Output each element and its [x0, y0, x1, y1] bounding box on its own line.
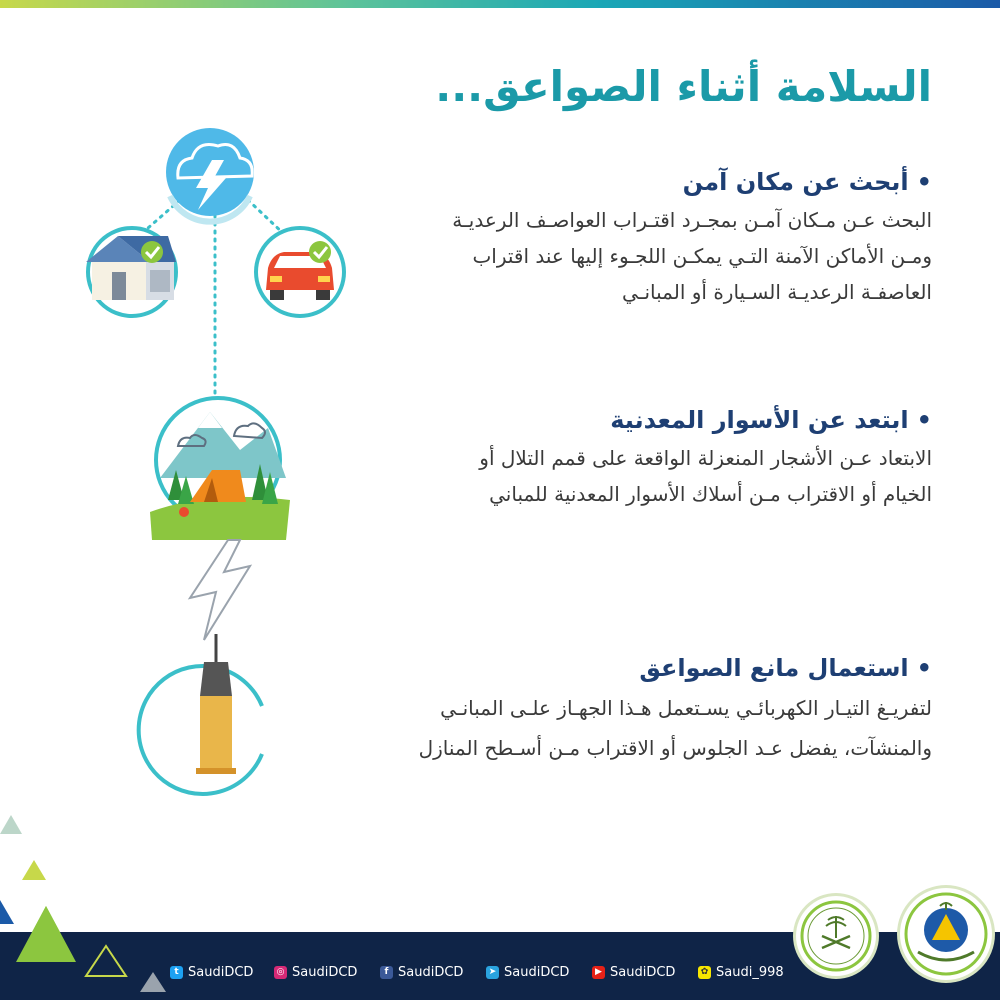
camping-tent-icon	[150, 398, 290, 540]
twitter-icon: t	[170, 966, 183, 979]
section-heading	[452, 162, 932, 202]
section-line: الخيام أو الاقتراب مـن أسلاك الأسوار المعدنية للمباني	[489, 482, 932, 506]
section-line: العاصفـة الرعديـة السـيارة أو المبانـي	[621, 280, 932, 304]
bullet: •	[916, 406, 932, 434]
car-icon	[256, 228, 344, 316]
social-twitter[interactable]	[170, 962, 253, 982]
section-lightning-rod	[419, 648, 932, 768]
section-line: لتفريـغ التيـار الكهربائـي يسـتعمل هـذا الجهـاز علـى المبانـي	[440, 696, 932, 720]
social-telegram[interactable]	[486, 962, 569, 982]
social-youtube[interactable]	[592, 962, 675, 982]
instagram-icon: ◎	[274, 966, 287, 979]
palm-swords-icon	[796, 896, 876, 976]
snapchat-icon: ✿	[698, 966, 711, 979]
heading-text: ابتعد عن الأسوار المعدنية	[610, 406, 909, 434]
illustrations	[0, 0, 420, 1000]
section-metal-fences	[479, 400, 932, 512]
lightning-bolt-icon	[190, 540, 250, 640]
heading-text: استعمال مانع الصواعق	[639, 654, 909, 682]
facebook-icon: f	[380, 966, 393, 979]
social-label: SaudiDCD	[292, 964, 358, 980]
civil-defense-emblem-icon	[900, 888, 992, 980]
social-label: SaudiDCD	[504, 964, 570, 980]
social-facebook[interactable]	[380, 962, 463, 982]
section-line: البحث عـن مـكان آمـن بمجـرد اقتـراب العواصـف الرعديـة	[452, 208, 932, 232]
telegram-icon: ➤	[486, 966, 499, 979]
social-label: Saudi_998	[716, 964, 784, 980]
social-snapchat[interactable]	[698, 962, 784, 982]
section-line: ومـن الأماكن الآمنة التـي يمكـن اللجـوء إليها عند اقتراب	[472, 244, 932, 268]
bullet: •	[916, 654, 932, 682]
house-icon	[86, 228, 176, 316]
page-title: السلامة أثناء الصواعق...	[435, 62, 932, 111]
storm-cloud-icon	[166, 128, 254, 222]
social-instagram[interactable]	[274, 962, 357, 982]
youtube-icon: ▶	[592, 966, 605, 979]
section-safe-place	[452, 162, 932, 310]
heading-text: أبحث عن مكان آمن	[682, 168, 909, 196]
social-label: SaudiDCD	[610, 964, 676, 980]
saudi-emblem-logo	[796, 896, 876, 976]
section-line: والمنشآت، يفضل عـد الجلوس أو الاقتراب مـن أسـطح المنازل	[418, 736, 932, 760]
social-label: SaudiDCD	[188, 964, 254, 980]
section-line: الابتعاد عـن الأشجار المنعزلة الواقعة على قمم التلال أو	[479, 446, 932, 470]
section-heading	[479, 400, 932, 440]
bullet: •	[916, 168, 932, 196]
social-label: SaudiDCD	[398, 964, 464, 980]
section-heading	[419, 648, 932, 688]
lightning-rod-icon	[139, 634, 262, 794]
civil-defense-logo	[900, 888, 992, 980]
footer-triangles	[0, 900, 200, 1000]
